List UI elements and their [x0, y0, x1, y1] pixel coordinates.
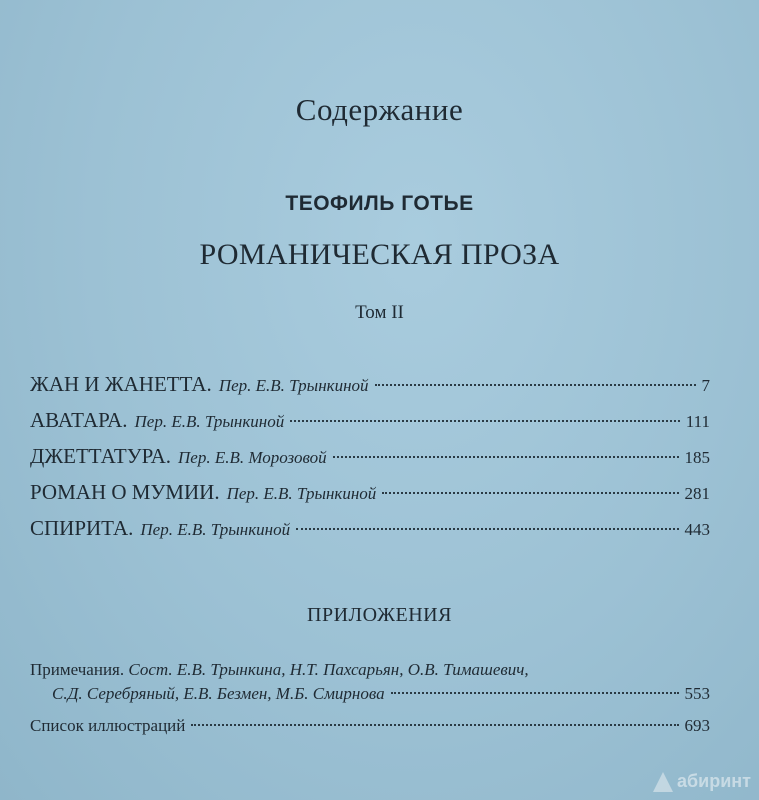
toc-entry-page: 443: [684, 520, 710, 539]
notes-page: 553: [684, 684, 710, 703]
dot-leader: [333, 456, 679, 458]
dot-leader: [391, 692, 679, 694]
notes-label: Примечания.: [30, 660, 125, 679]
toc-entry-page: 281: [684, 484, 710, 503]
dot-leader: [382, 492, 678, 494]
dot-leader: [296, 528, 678, 530]
toc-entry-page: 111: [685, 412, 710, 431]
illustrations-page: 693: [684, 716, 710, 735]
notes-entry-line2: [52, 684, 710, 704]
toc-entry-title: СПИРИТА.: [30, 516, 134, 540]
toc-entry-translator: Пер. Е.В. Трынкиной: [134, 412, 285, 431]
toc-entry: [30, 372, 710, 408]
toc-entry: [30, 408, 710, 444]
toc-entry: [30, 516, 710, 552]
labirint-watermark: [653, 771, 751, 792]
volume-label: Том II: [355, 302, 404, 323]
toc-entry: [30, 444, 710, 480]
notes-compilers: Сост. Е.В. Трынкина, Н.Т. Пахсарьян, О.В. Тимашевич,: [128, 660, 529, 679]
watermark-text: абиринт: [677, 771, 751, 791]
toc-entry-page: 7: [701, 376, 710, 395]
toc-entry-title: АВАТАРА.: [30, 408, 128, 432]
work-title: РОМАНИЧЕСКАЯ ПРОЗА: [199, 238, 560, 271]
page-title: Содержание: [295, 92, 464, 127]
toc-entry-translator: Пер. Е.В. Трынкиной: [226, 484, 377, 503]
appendix-heading: ПРИЛОЖЕНИЯ: [307, 604, 452, 626]
toc-entry-translator: Пер. Е.В. Трынкиной: [218, 376, 369, 395]
toc-entry-page: 185: [684, 448, 710, 467]
dot-leader: [191, 724, 678, 726]
toc-list: [30, 372, 710, 552]
toc-entry: [30, 480, 710, 516]
labirint-logo-icon: [653, 772, 673, 792]
toc-entry-title: РОМАН О МУМИИ.: [30, 480, 220, 504]
illustrations-label: Список иллюстраций: [30, 716, 186, 735]
notes-compilers-cont: С.Д. Серебряный, Е.В. Безмен, М.Б. Смирнова: [52, 684, 385, 703]
toc-entry-title: ДЖЕТТАТУРА.: [30, 444, 172, 468]
dot-leader: [290, 420, 680, 422]
toc-entry-translator: Пер. Е.В. Трынкиной: [140, 520, 291, 539]
toc-entry-translator: Пер. Е.В. Морозовой: [178, 448, 327, 467]
notes-entry-line1: [30, 660, 710, 680]
appendix-list: [30, 660, 710, 736]
dot-leader: [375, 384, 696, 386]
illustrations-entry: [30, 716, 710, 736]
toc-entry-title: ЖАН И ЖАНЕТТА.: [30, 372, 212, 396]
author-name: ТЕОФИЛЬ ГОТЬЕ: [285, 192, 474, 215]
